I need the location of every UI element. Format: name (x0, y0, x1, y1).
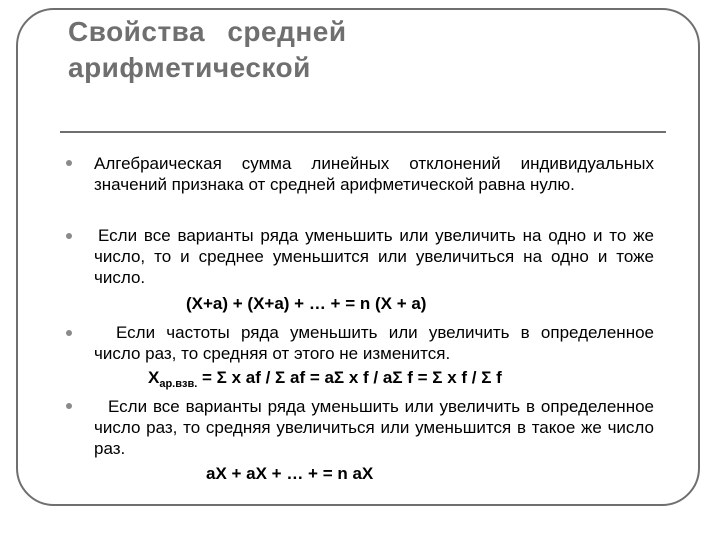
bullet-dot-icon (66, 403, 72, 409)
slide-title (68, 14, 628, 86)
formula-weighted-mean (148, 367, 502, 395)
bullet-1-text: Алгебраическая сумма линейных отклонений индивидуальных значений признака от средней арифметической равна нулю. (94, 154, 654, 194)
bullet-2-text: Если все варианты ряда уменьшить или увеличить на одно и то же число, то и среднее уменьшится или увеличиться на одно и тоже число. (94, 226, 654, 287)
bullet-dot-icon (66, 233, 72, 239)
formula-rest: = Σ x af / Σ af = aΣ x f / aΣ f = Σ x f / Σ f (197, 368, 502, 387)
formula-sum-shift: (X+a) + (X+a) + … + = n (X + a) (186, 294, 427, 313)
formula-subscript: ар.взв. (159, 378, 198, 390)
title-line-2: арифметической (68, 52, 311, 83)
title-divider (60, 131, 666, 133)
formula-x: X (148, 368, 160, 387)
title-line-1: Свойства средней (68, 16, 347, 47)
bullet-4-text: Если все варианты ряда уменьшить или увеличить в определенное число раз, то средняя увеличиться или уменьшится в такое же число раз. (94, 397, 654, 458)
bullet-dot-icon (66, 330, 72, 336)
bullet-3-text: Если частоты ряда уменьшить или увеличить в определенное число раз, то средняя от этого не изменится. (94, 323, 654, 363)
formula-scale: aX + aX + … + = n aX (206, 464, 374, 483)
bullet-dot-icon (66, 160, 72, 166)
